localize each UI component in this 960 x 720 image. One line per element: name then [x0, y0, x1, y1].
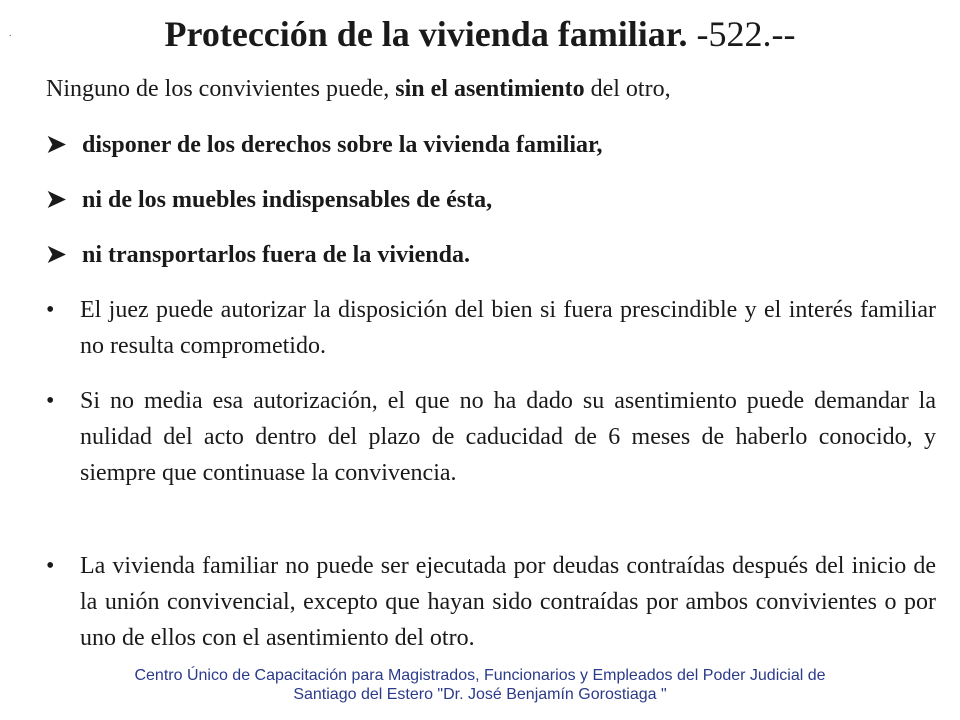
arrow-item-text: ni de los muebles indispensables de ésta, — [82, 187, 493, 213]
article-number: -522.-- — [696, 14, 796, 54]
footer-line: Santiago del Estero "Dr. José Benjamín Gorostiaga " — [293, 686, 667, 703]
title-text: Protección de la vivienda familiar. — [164, 14, 688, 54]
arrow-item-text: ni transportarlos fuera de la vivienda. — [82, 242, 470, 268]
intro-after: del otro, — [584, 76, 671, 102]
round-bullet-icon: • — [46, 297, 55, 323]
intro-paragraph — [46, 72, 926, 106]
footer-line: Centro Único de Capacitación para Magistrados, Funcionarios y Empleados del Poder Judicial de — [134, 667, 826, 684]
intro-before: Ninguno de los convivientes puede, — [46, 76, 396, 102]
arrow-item-text: disponer de los derechos sobre la vivienda familiar, — [82, 132, 603, 158]
intro-bold: sin el asentimiento — [395, 76, 585, 102]
slide-title — [0, 12, 960, 56]
bullet-item-text: La vivienda familiar no puede ser ejecutada por deudas contraídas después del inicio de la unión convivencial, excepto que hayan sido contraídas por ambos convivientes o por uno de ellos con el asentimiento del otro. — [80, 553, 936, 651]
round-bullet-icon: • — [46, 388, 55, 414]
corner-dot: . — [9, 28, 12, 39]
arrow-bullet-icon: ➤ — [46, 242, 67, 268]
bullet-item-text: El juez puede autorizar la disposición del bien si fuera prescindible y el interés familiar no resulta comprometido. — [80, 297, 936, 359]
arrow-bullet-icon: ➤ — [46, 187, 67, 213]
bullet-item-text: Si no media esa autorización, el que no ha dado su asentimiento puede demandar la nulidad del acto dentro del plazo de caducidad de 6 meses de haberlo conocido, y siempre que continuase la convivencia. — [80, 388, 936, 486]
footer-credit — [60, 666, 900, 704]
arrow-bullet-icon: ➤ — [46, 132, 67, 158]
round-bullet-icon: • — [46, 553, 55, 579]
